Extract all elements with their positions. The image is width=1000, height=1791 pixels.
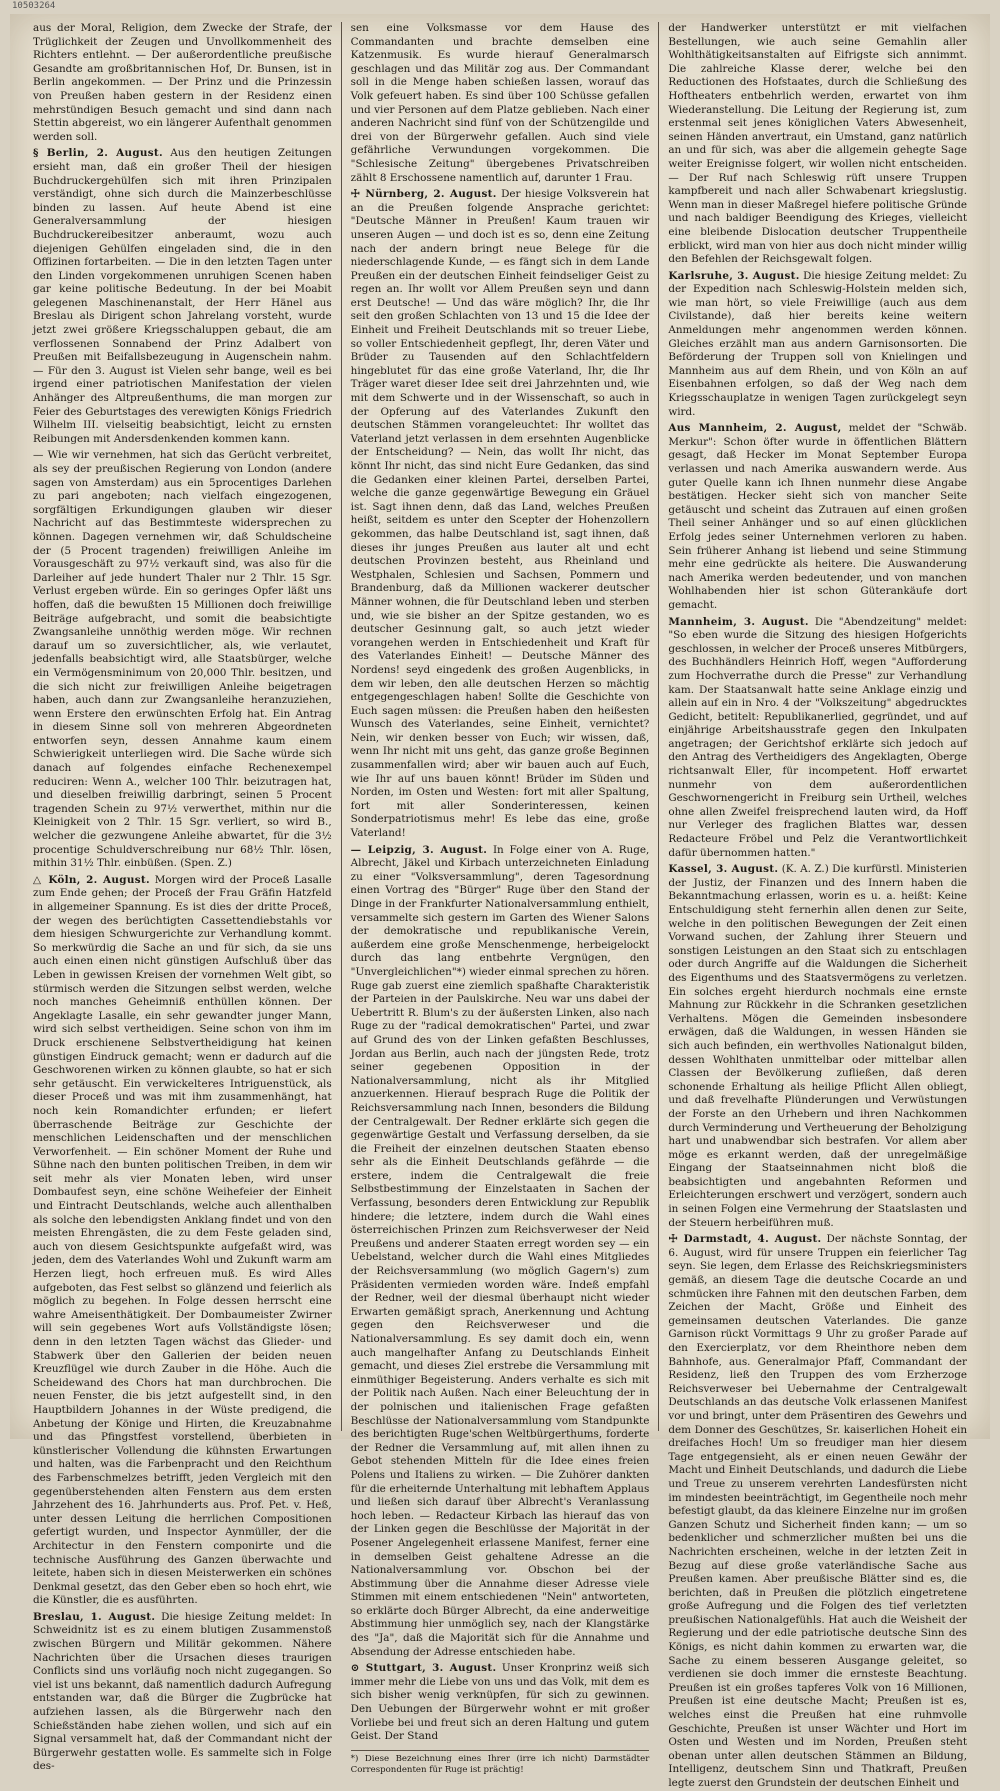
article-dateline: ☩ Darmstadt, 4. August.	[668, 1233, 822, 1246]
article	[33, 147, 332, 446]
article	[33, 22, 332, 144]
article-text: Der hiesige Volksverein hat an die Preußen folgende Ansprache gerichtet: "Deutsche Männer in Preußen! Kaum trauen wir unseren Augen — und doch ist es so, denn eine Zeitung nach der andern bringt neue Belege für die niederschlagende Kunde, — es fängt sich in dem Lande Preußen ein der deutschen Einheit feindseliger Geist zu regen an. Ihr wollt vor Allem Preußen seyn und dann erst Deutsche! — Und das wäre möglich? Ihr, die Ihr seit den großen Schlachten von 13 und 15 die Idee der Einheit und Freiheit Deutschlands mit so treuer Liebe, so voller Entschiedenheit gepflegt, Ihr, deren Väter und Brüder zu Tausenden auf den Schlachtfeldern hingeblutet für das eine große Vaterland, Ihr, die Ihr Träger waret dieser Idee seit drei Jahrzehnten und, wie mit dem Schwerte und in der Wissenschaft, so auch in der Opferung auf des Vaterlandes Zukunft den deutschen Stämmen vorangeleuchtet: Ihr wolltet das Vaterland jetzt verlassen in dem ersehnten Augenblicke der Entscheidung? — Nein, das wollt Ihr nicht, das könnt Ihr nicht, das sind nicht Eure Gedanken, das sind die Gedanken einer kleinen Partei, derselben Partei, welche die ganze gegenwärtige Bewegung ein Gräuel ist. Sagt ihnen denn, daß das Land, welches Preußen heißt, seitdem es unter den Scepter der Hohenzollern gekommen, das halbe Deutschland ist, sagt ihnen, daß dieses ihr junges Preußen aus lauter alt und echt deutschen Provinzen besteht, aus Rheinland und Westphalen, Schlesien und Sachsen, Pommern und Brandenburg, daß da Millionen wackerer deutscher Männer wohnen, die für Deutschland leben und sterben und, wie sie bisher an der Spitze gestanden, wo es deutscher Gesinnung galt, so auch jetzt wieder vorangehen werden in Entschiedenheit und Kraft für des Vaterlandes Einheit! — Deutsche Männer des Nordens! seyd eingedenk des großen Augenblicks, in dem wir leben, den alle deutschen Herzen so mächtig entgegengeschlagen haben! Sollte die Geschichte von Euch sagen müssen: die Preußen haben den heißesten Wunsch des Vaterlandes, seine Einheit, vernichtet? Nein, wir denken besser von Euch; wir wissen, daß, wenn Ihr nicht mit uns geht, das ganze große Beginnen zusammenfallen wird; aber wir bauen auch auf Euch, wie Ihr auf uns bauen könnt! Brüder im Süden und Norden, im Osten und Westen: fort mit aller Spaltung, fort mit aller Sonderinteressen, keinen Sonderpatriotismus mehr! Es lebe das eine, große Vaterland!	[350, 188, 650, 840]
article-text: Die hiesige Zeitung meldet: Zu der Expedition nach Schleswig-Holstein melden sich, wie man hört, so viele Freiwillige (auch aus dem Civilstande), daß hier bereits keine weitern Anmeldungen mehr angenommen werden können. Gleiches erzählt man aus andern Garnisonsorten. Die Beförderung der Truppen soll von Knielingen und Mannheim aus auf dem Rhein, und von Köln an auf Eisenbahnen erfolgen, so daß der Weg nach dem Kriegsschauplatze in wenigen Tagen zurückgelegt seyn wird.	[668, 269, 968, 418]
article	[668, 422, 967, 612]
page-id: 10503264	[12, 1, 56, 11]
column-3	[658, 22, 976, 1789]
article-text: der Handwerker unterstützt er mit vielfachen Bestellungen, wie auch seine Gemahlin aller Wohlthätigkeitsanstalten auf Eifrigste sich annimmt. Die zahlreiche Klasse derer, welche bei den Reductionen des Hofstaates, durch die Schließung des Hoftheaters entbehrlich werden, erwartet von ihm Wiederanstellung. Die Leitung der Regierung ist, zum erstenmal seit jenes königlichen Vaters Abwesenheit, seinen Händen anvertraut, ein Umstand, ganz natürlich an und für sich, was aber die allgemein gehegte Sage weiter Ereignisse folgert, wir wollen nicht entscheiden. — Der Ruf nach Schleswig rüft unsere Truppen kampfbereit und nach aller Schwabenart kriegslustig. Wenn man in dieser Maßregel hiefere politische Gründe und nach baldiger Beendigung des Krieges, vielleicht eine bleibende Dislocation deutscher Truppentheile erblickt, wird man von hier aus doch nicht minder willig den Befehlen der Reichsgewalt folgen.	[668, 22, 968, 266]
article-text: Aus den heutigen Zeitungen ersieht man, daß ein großer Theil der hiesigen Buchdruckergehülfen sich mit ihren Prinzipalen verständigt, ohne sich durch die Mainzerbeschlüsse binden zu lassen. Auf heute Abend ist eine Generalversammlung der hiesigen Buchdruckereibesitzer anberaumt, wozu auch diejenigen Gehülfen eingeladen sind, die in den Offizinen fortarbeiten. — Die in den letzten Tagen unter den Linden vorgekommenen unruhigen Scenen haben gar keine politische Bedeutung. In der bei Moabit gelegenen Maschinenanstalt, der Herr Hänel aus Breslau als Dirigent schon Jahrelang vorsteht, wurde jetzt zwei größere Kriegsschaluppen gebaut, die am verflossenen Sonnabend der Prinz Adalbert von Preußen mit Beifallsbezeugung in Augenschein nahm. — Für den 3. August ist Vielen sehr bange, weil es bei irgend einer patriotischen Manifestation der vielen Anhänger des Altpreußenthums, die man morgen zur Feier des Geburtstages des verewigten Königs Friedrich Wilhelm III. vielseitig beabsichtigt, leicht zu ernsten Reibungen mit Andersdenkenden kommen kann.	[33, 147, 332, 445]
newspaper-page	[10, 1, 990, 1789]
article-text: Die "Abendzeitung" meldet: "So eben wurde die Sitzung des hiesigen Hofgerichts geschlossen, in welcher der Proceß unseres Mitbürgers, des Buchhändlers Heinrich Hoff, wegen "Aufforderung zum Hochverrathe durch die Presse" zur Verhandlung kam. Der Staatsanwalt hatte seine Anklage einzig und allein auf ein in Nro. 4 der "Volkszeitung" abgedrucktes Gedicht, betitelt: Republikanerlied, gegründet, und auf einjährige Arbeitshausstrafe gegen den Inkulpaten angetragen; der Gerichtshof erklärte sich jedoch auf den Antrag des Vertheidigers des Angeklagten, Oberge richtsanwalt Eller, für incompetent. Hoff erwartet nunmehr von dem außerordentlichen Geschwornengericht in Freiburg sein Urtheil, welches ohne allen Zweifel freisprechend lauten wird, da Hoff nur Verleger des fraglichen Blattes war, dessen Redacteure Fröbel und Pelz die Verantwortlichkeit dafür übernommen hatten."	[668, 615, 968, 859]
article	[668, 270, 967, 420]
article-text: aus der Moral, Religion, dem Zwecke der Strafe, der Trüglichkeit der Zeugen und Unvollkommenheit des Richters entlehnt. — Der außerordentliche preußische Gesandte am großbritannischen Hof, Dr. Bunsen, ist in Berlin angekommen. — Der Prinz und die Prinzessin von Preußen haben gestern in der Residenz einen mehrstündigen Besuch gemacht und sind dann nach Stettin abgereist, wo ein längerer Aufenthalt genommen werden soll.	[33, 22, 332, 143]
article	[668, 22, 967, 267]
article-text: Unser Kronprinz weiß sich immer mehr die Liebe von uns und das Volk, mit dem es sich bisher wenig verknüpfen, für sich zu gewinnen. Den Uebungen der Bürgerwehr wohnt er mit großer Vorliebe bei und freut sich an deren Haltung und gutem Geist. Der Stand	[350, 1662, 650, 1743]
article	[33, 874, 332, 1608]
article-text: Der nächste Sonntag, der 6. August, wird für unsere Truppen ein feierlicher Tag seyn. Sie legen, dem Erlasse des Reichskriegsministers gemäß, an diesem Tage die deutsche Cocarde an und schmücken ihre Fahnen mit den deutschen Farben, dem Zeichen der Macht, Größe und Einheit des gemeinsamen deutschen Vaterlandes. Die ganze Garnison rückt Vormittags 9 Uhr zu großer Parade auf den Exercierplatz, vor dem Rheinthore neben dem Bahnhofe, aus. Generalmajor Pfaff, Commandant der Residenz, ließ den Truppen des vom Erzherzoge Reichsverweser bei Uebernahme der Centralgewalt Deutschlands an das deutsche Volk erlassenen Manifest vor und bringt, unter dem Präsentiren des Gewehrs und dem Donner des Geschützes, Sr. kaiserlichen Hoheit ein dreifaches Hoch! Um so freudiger man hier diesem Tage entgegensieht, als er einen neuen Gewähr der Macht und Einheit Deutschlands, und dadurch die Liebe und Treue zu unserem verehrten Landesfürsten nicht im mindesten beeinträchtigt, im Gegentheile noch mehr befestigt glaubt, da das kleinere Einzelne nur im großen Ganzen Schutz und Sicherheit finden kann; — um so bedenklicher und schmerzlicher mußten bei uns die Nachrichten erscheinen, welche in der letzten Zeit in Bezug auf diese große vaterländische Sache aus Preußen kamen. Aber preußische Blätter sind es, die berichten, daß in Preußen die plötzlich eingetretene große Aufregung und die Folgen des tief verletzten preußischen Nationalgefühls. Hat auch die Weisheit der Regierung und der edle patriotische deutsche Sinn des Königs, es nicht dahin kommen zu erwarten war, die Sache zu einem besseren Ausgange geleitet, so verdienen sie doch immer die ernsteste Beachtung. Preußen ist ein großes tapferes Volk von 16 Millionen, Preußen ist eine deutsche Macht; Preußen ist es, welches einst die Preußen hat eine ruhmvolle Geschichte, Preußen ist unser Wächter und Hort im Osten und Westen und im Norden, Preußen steht obenan unter allen deutschen Stämmen an Bildung, Intelligenz, deutschem Sinn und Thatkraft, Preußen legte zuerst den Grundstein der deutschen Einheit und	[668, 1233, 968, 1789]
article	[351, 844, 650, 1660]
article-dateline: § Berlin, 2. August.	[33, 147, 163, 160]
article-text: sen eine Volksmasse vor dem Hause des Commandanten und brachte demselben eine Katzenmusik. Es wurde hierauf Generalmarsch geschlagen und das Militär zog aus. Der Commandant soll in die Menge haben schießen lassen, worauf das Volk gefeuert haben. Es sind über 100 Schüsse gefallen und vier Personen auf dem Platze geblieben. Nach einer anderen Nachricht sind fünf von der Schützengilde und drei von der Bürgerwehr gefallen. Auch sind viele gefährliche Verwundungen vorgekommen. Die "Schlesische Zeitung" übergebenes Privatschreiben zählt 8 Erschossene namentlich auf, darunter 1 Frau.	[350, 22, 650, 184]
article	[351, 1662, 650, 1744]
column-1	[24, 22, 341, 1773]
article-text: meldet der "Schwäb. Merkur": Schon öfter wurde in öffentlichen Blättern gesagt, daß Hecker im Monat September Europa verlassen und nach Amerika auswandern werde. Aus guter Quelle kann ich Ihnen nunmehr diese Angabe bestätigen. Hecker sieht sich von mancher Seite getäuscht und scheint das Zutrauen auf einen großen Theil seiner Anhänger und so auf einen glücklichen Erfolg jedes seiner Unternehmen verloren zu haben. Sein früherer Anhang ist liebend und seine Stimmung mehr eine gedrückte als heitere. Die Auswanderung nach Amerika werden bedeutender, und von manchen Wohlhabenden hier ist schon Güterankäufe dort gemacht.	[668, 422, 968, 611]
article-dateline: ⊙ Stuttgart, 3. August.	[350, 1662, 497, 1675]
article	[668, 616, 967, 861]
article-dateline: Kassel, 3. August.	[668, 863, 779, 876]
article	[351, 22, 650, 185]
article	[33, 1611, 332, 1774]
article	[33, 449, 332, 870]
article-dateline: Aus Mannheim, 2. August,	[668, 422, 842, 435]
article-text: (K. A. Z.) Die kurfürstl. Ministerien der Justiz, der Finanzen und des Innern haben die Bekanntmachung erlassen, worin es u. a. heißt: Keine Entschuldigung steht fernerhin allen denen zur Seite, welche in den politischen Bewegungen der Zeit einen Vorwand suchen, der Zahlung ihrer Steuern und sonstigen Leistungen an den Staat sich zu entschlagen oder durch Angriffe auf die Waldungen die Sicherheit des Eigenthums und des Staatsvermögens zu verletzen. Ein solches ergeht hierdurch nochmals eine ernste Mahnung zur Rückkehr in die Schranken gesetzlichen Verhaltens. Mögen die Gemeinden insbesondere erwägen, daß die Waldungen, in wessen Händen sie sich auch befinden, ein werthvolles Nationalgut bilden, dessen Wohlthaten unmittelbar oder mittelbar allen Classen der Bevölkerung zufließen, daß deren schonende Erhaltung als heilige Pflicht Allen obliegt, und daß frevelhafte Plünderungen und Verwüstungen der Forste an den Urhebern und ihren Nachkommen durch Verminderung und Vertheuerung der Beholzigung hart und unabwendbar sich bestrafen. Vor allem aber möge es erkannt werden, daß der unregelmäßige Eingang der Staatseinnahmen nicht bloß die beabsichtigten und angebahnten Reformen und Erleichterungen erschwert und verzögert, sondern auch in seinen Folgen eine Vermehrung der Staatslasten und der Steuern herbeiführen muß.	[668, 863, 968, 1229]
article-text: In Folge einer von A. Ruge, Albrecht, Jäkel und Kirbach unterzeichneten Einladung zu einer "Volksversammlung", deren Tagesordnung einen Vortrag des "Bürger" Ruge über den Stand der Dinge in der Frankfurter Nationalversammlung enthielt, versammelte sich gestern im Garten des Wiener Salons der demokratische und republikanische Verein, außerdem eine große Menschenmenge, herbeigelockt durch das lang entbehrte Vergnügen, den "Unvergleichlichen"*) wieder einmal sprechen zu hören. Ruge gab zuerst eine ziemlich spaßhafte Charakteristik der Parteien in der Paulskirche. Neu war uns dabei der Uebertritt R. Blum's zu der äußersten Linken, also nach Ruge zu der "radical demokratischen" Partei, und zwar auf Grund des von der Linken gefaßten Beschlusses, Jordan aus Berlin, auch nach der jüngsten Rede, trotz seiner gegebenen Opposition in der Nationalversammlung, nicht als ihr Mitglied anzuerkennen. Hierauf besprach Ruge die Politik der Reichsversammlung nach Innen, besonders die Bildung der Centralgewalt. Der Redner erklärte sich gegen die gegenwärtige Gestalt und Verfassung derselben, da sie die Freiheit der einzelnen deutschen Staaten ebenso sehr als die Einheit Deutschlands gefährde — die erstere, indem die Centralgewalt die freie Selbstbestimmung der Einzelstaaten in Sachen der Verfassung, besonders deren Entwicklung zur Republik hindere; die letztere, indem durch die Wahl eines österreichischen Prinzen zum Reichsverweser der Neid Preußens und anderer Staaten erregt worden sey — ein Uebelstand, welcher durch die Wahl eines Mitgliedes der Reichsversammlung (wo möglich Gagern's) zum Präsidenten vermieden worden wäre. Indeß empfahl der Redner, weil der diesmal überhaupt nicht wieder Erwarten gemäßigt sprach, Anerkennung und Achtung gegen den Reichsverweser und die Nationalversammlung. Es sey damit doch ein, wenn auch mangelhafter Anfang zu Deutschlands Einheit gemacht, und dieses Ziel erstrebe die Versammlung mit einmüthiger Begeisterung. Anders verhalte es sich mit der Politik nach Außen. Nach einer Beleuchtung der in der polnischen und italienischen Frage gefaßten Beschlüsse der Nationalversammlung vom Standpunkte des berichtigten Ruge'schen Weltbürgerthums, forderte der Redner die Versammlung auf, mit allen ihnen zu Gebot stehenden Mitteln für die Idee eines freien Polens und Italiens zu wirken. — Die Zuhörer dankten für die erheiternde Unterhaltung mit lebhaftem Applaus und ließen sich darauf über Albrecht's Veranlassung hoch leben. — Redacteur Kirbach las hierauf das von der Linken gegen die Beschlüsse der Majorität in der Posener Angelegenheit erlassene Manifest, ferner eine in demselben Geist gehaltene Adresse an die Nationalversammlung vor. Obschon bei der Abstimmung über die Annahme dieser Adresse viele Stimmen mit einem entschiedenen "Nein" antworteten, so erklärte doch Bürger Albrecht, da eine anderweitige Abstimmung hier unmöglich sey, nach der Klangstärke des "Ja", daß die Majorität sich für die Annahme und Absendung der Adresse entschieden habe.	[350, 843, 650, 1658]
article-dateline: Breslau, 1. August.	[33, 1610, 156, 1623]
article-dateline: Mannheim, 3. August.	[668, 615, 809, 628]
article	[668, 863, 967, 1230]
article	[668, 1233, 967, 1790]
article-text: Morgen wird der Proceß Lasalle zum Ende gehen; der Proceß der Frau Gräfin Hatzfeld in allgemeiner Spannung. Es ist dies der dritte Proceß, der wegen des berüchtigten Cassettendiebstahls vor dem hiesigen Schwurgerichte zur Verhandlung kommt. So merkwürdig die Sache an und für sich, da sie uns auch einen einen nicht günstigen Aufschluß über das Leben in gewissen Kreisen der vornehmen Welt gibt, so stürmisch werden die Sitzungen selbst werden, welche noch manches Geheimniß enthüllen können. Der Angeklagte Lasalle, ein sehr gewandter junger Mann, wird sich selbst vertheidigen. Seine schon von ihm im Druck erschienene Selbstvertheidigung hat keinen günstigen Eindruck gemacht; wenn er dadurch auf die Geschworenen wirken zu können glaubte, so hat er sich sehr getäuscht. Ein verwickelteres Intriguenstück, als dieser Proceß und was mit ihm zusammenhängt, hat noch kein Romandichter erfunden; er liefert überraschende Beiträge zur Geschichte der menschlichen Leidenschaften und der menschlichen Verworfenheit. — Ein schöner Moment der Ruhe und Sühne nach den bunten politischen Treiben, in dem wir seit mehr als vier Monaten leben, wird unser Dombaufest seyn, eine schöne Weihefeier der Einheit und Eintracht Deutschlands, welche auch allenthalben als solche den lebendigsten Anklang findet und von den meisten Ehrengästen, die zu dem Feste geladen sind, auch von diesem Gesichtspunkte aufgefaßt wird, was jeden, dem des Vaterlandes Wohl und Zukunft warm am Herzen liegt, hoch erfreuen muß. Es wird Alles aufgeboten, das Fest selbst so glänzend und feierlich als möglich zu begehen. In Folge dessen herrscht eine wahre Ameisenthätigkeit. Der Dombaumeister Zwirner will sein gegebenes Wort aufs Vollständigste lösen; denn in den letzten Tagen wächst das Glieder- und Stabwerk über den Gallerien der beiden neuen Kreuzflügel wie durch Zauber in die Höhe. Auch die Scheidewand des Chors hat man durchbrochen. Die neuen Fenster, die bis jetzt aufgestellt sind, in den Hauptbildern Johannes in der Wüste predigend, die Anbetung der Könige und Hirten, die Kreuzabnahme und das Pfingstfest vorstellend, überbieten in künstlerischer Vollendung die kühnsten Erwartungen und halten, was die Farbenpracht und den Reichthum des Farbenschmelzes betrifft, jeden Vergleich mit den gegenüberstehenden alten Fenstern aus dem ersten Jahrzehent des 16. Jahrhunderts aus. Prof. Pet. v. Heß, unter dessen Leitung die herrlichen Compositionen gefertigt wurden, und Inspector Aynmüller, der die Architectur in den Fenstern componirte und die technische Ausführung des Ganzen überwachte und leitete, haben sich in diesen Meisterwerken ein schönes Denkmal gesetzt, das den Geber eben so hoch ehrt, wie die Künstler, die es ausführten.	[33, 873, 332, 1607]
article-dateline: △ Köln, 2. August.	[33, 873, 150, 886]
article-dateline: — Leipzig, 3. August.	[350, 843, 488, 856]
column-2	[341, 22, 659, 1775]
article-dateline: ☩ Nürnberg, 2. August.	[350, 188, 497, 201]
article-text: — Wie wir vernehmen, hat sich das Gerücht verbreitet, als sey der preußischen Regierung von London (andere sagen von Amsterdam) aus ein 5procentiges Darlehen zu pari angeboten; nach vielfach eingezogenen, sorgfältigen Erkundigungen glauben wir dieser Nachricht auf das Bestimmteste widersprechen zu können. Dagegen vernehmen wir, daß Schuldscheine der (5 Procent tragenden) freiwilligen Anleihe im Vorausgeschäft zu 97½ verkauft sind, was also für die Darleiher auf jede hundert Thaler nur 2 Thlr. 15 Sgr. Verlust ergeben würde. Ein so geringes Opfer läßt uns hoffen, daß die bewußten 15 Millionen doch freiwillige Beiträge aufgebracht, und somit die beabsichtigte Zwangsanleihe unnöthig werden möge. Wir rechnen darauf um so zuversichtlicher, als, wie verlautet, jedenfalls beabsichtigt wird, alle Staatsbürger, welche ein Vermögensminimum von 20,000 Thlr. besitzen, und die sich nicht zur freiwilligen Anleihe beigetragen haben, auch dann zur Zwangsanleihe heranzuziehen, wenn Erstere den erwünschten Erfolg hat. Ein Antrag in diesem Sinne soll von mehreren Abgeordneten entworfen seyn, dessen Annahme kaum einem Schwierigkeit unterliegen wird. Die Sache würde sich danach auf folgendes einfache Rechenexempel reduciren: Wenn A., welcher 100 Thlr. beizutragen hat, und dieselben freiwillig darbringt, seinen 5 Procent tragenden Schein zu 97½ verwerthet, mithin nur die Kleinigkeit von 2 Thlr. 15 Sgr. verliert, so wird B., welcher die gezwungene Anleihe abwartet, für die 3½ procentige Schuldverschreibung nur 68½ Thlr. lösen, mithin 31½ Thlr. einbüßen. (Spen. Z.)	[33, 449, 332, 870]
footnote: *) Diese Bezeichnung eines Ihrer (irre ich nicht) Darmstädter Correspondenten für Ruge ist prächtig!	[351, 1750, 650, 1776]
columns	[24, 22, 976, 1789]
article	[351, 188, 650, 841]
article-dateline: Karlsruhe, 3. August.	[668, 269, 800, 282]
article-text: Die hiesige Zeitung meldet: In Schweidnitz ist es zu einem blutigen Zusammenstoß zwischen Bürgern und Militär gekommen. Nähere Nachrichten über die Ursachen dieses traurigen Conflicts sind uns vorläufig noch nicht zugegangen. So viel ist uns bekannt, daß namentlich dadurch Aufregung entstanden war, daß die Bürger die Zugbrücke hat aufziehen lassen, als die Bürgerwehr nach den Schießständen habe ziehen wollen, und sich auf ein Signal versammelt hat, daß der Commandant nicht der Bürgerwehr gestatten wolle. Es sammelte sich in Folge des-	[33, 1610, 332, 1773]
